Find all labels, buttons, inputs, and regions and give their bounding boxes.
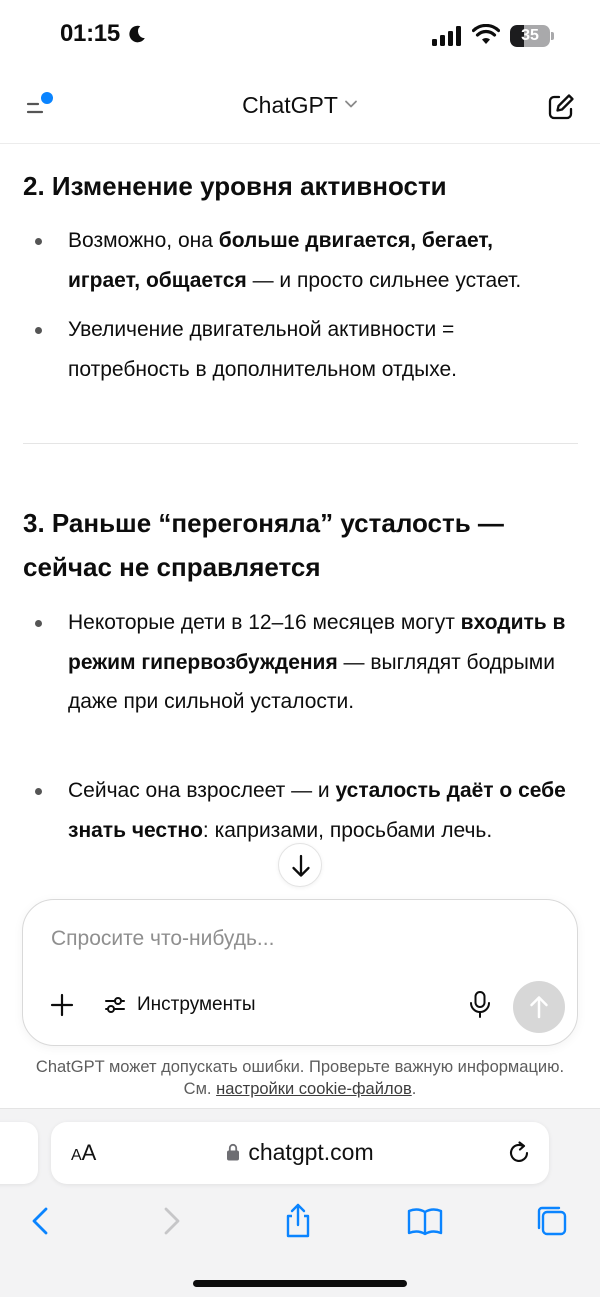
page-settings-button[interactable]: AA [71,1140,97,1165]
arrow-down-icon [279,844,323,888]
url-text: chatgpt.com [248,1139,374,1165]
wifi-icon [472,24,500,46]
status-time: 01:15 [60,20,120,47]
forward-chevron-icon[interactable] [151,1201,191,1241]
scroll-to-bottom-button[interactable] [278,843,322,887]
arrow-up-icon [513,981,565,1033]
moon-icon [126,23,148,45]
send-button[interactable] [513,981,565,1033]
disclaimer: ChatGPT может допускать ошибки. Проверьте важную информацию. См. настройки cookie-файлов. [0,1056,600,1100]
tabs-overview-icon[interactable] [532,1201,572,1241]
bookmarks-book-icon[interactable] [405,1201,445,1241]
list-item: Возможно, она больше двигается, бегает, играет, общается — и просто сильнее устает. [68,221,568,300]
battery-indicator [510,25,554,47]
model-selector[interactable] [0,92,600,119]
tools-label: Инструменты [137,994,256,1015]
add-attachment-plus-icon[interactable] [49,992,75,1018]
list-item: Сейчас она взрослеет — и усталость даёт о себе знать честно: капризами, просьбами лечь. [68,771,568,850]
share-icon[interactable] [278,1201,318,1241]
tools-button[interactable] [103,990,255,1020]
list-item: Некоторые дети в 12–16 месяцев могут входить в режим гипервозбуждения — выглядят бодрыми даже при сильной усталости. [68,603,568,722]
message-content [0,145,600,895]
url-display[interactable] [51,1139,549,1166]
section-heading: 2. Изменение уровня активности [23,171,447,201]
home-indicator [193,1280,407,1287]
back-chevron-icon[interactable] [21,1201,61,1241]
section-heading: 3. Раньше “перегоняла” усталость — сейчас не справляется [23,508,504,582]
lock-icon [226,1143,240,1161]
status-bar [0,0,600,72]
prompt-input[interactable] [51,927,531,951]
browser-toolbar [0,1108,600,1297]
address-bar[interactable] [51,1122,549,1184]
new-chat-edit-icon[interactable] [544,90,578,124]
previous-tab-preview[interactable] [0,1122,38,1184]
cellular-signal-icon [432,26,462,46]
microphone-icon[interactable] [467,990,493,1020]
reload-icon[interactable] [506,1140,532,1166]
disclaimer-text: ChatGPT может допускать ошибки. Проверьте важную информацию. [35,1058,565,1076]
sliders-icon [103,993,127,1017]
chevron-down-icon [344,97,358,111]
divider [23,443,578,444]
message-composer [22,899,578,1046]
list-item: Увеличение двигательной активности = потребность в дополнительном отдыхе. [68,310,568,389]
app-header [0,72,600,144]
battery-level: 35 [521,27,539,44]
cookie-settings-link[interactable]: настройки cookie-файлов [216,1080,412,1098]
app-title: ChatGPT [242,92,338,118]
